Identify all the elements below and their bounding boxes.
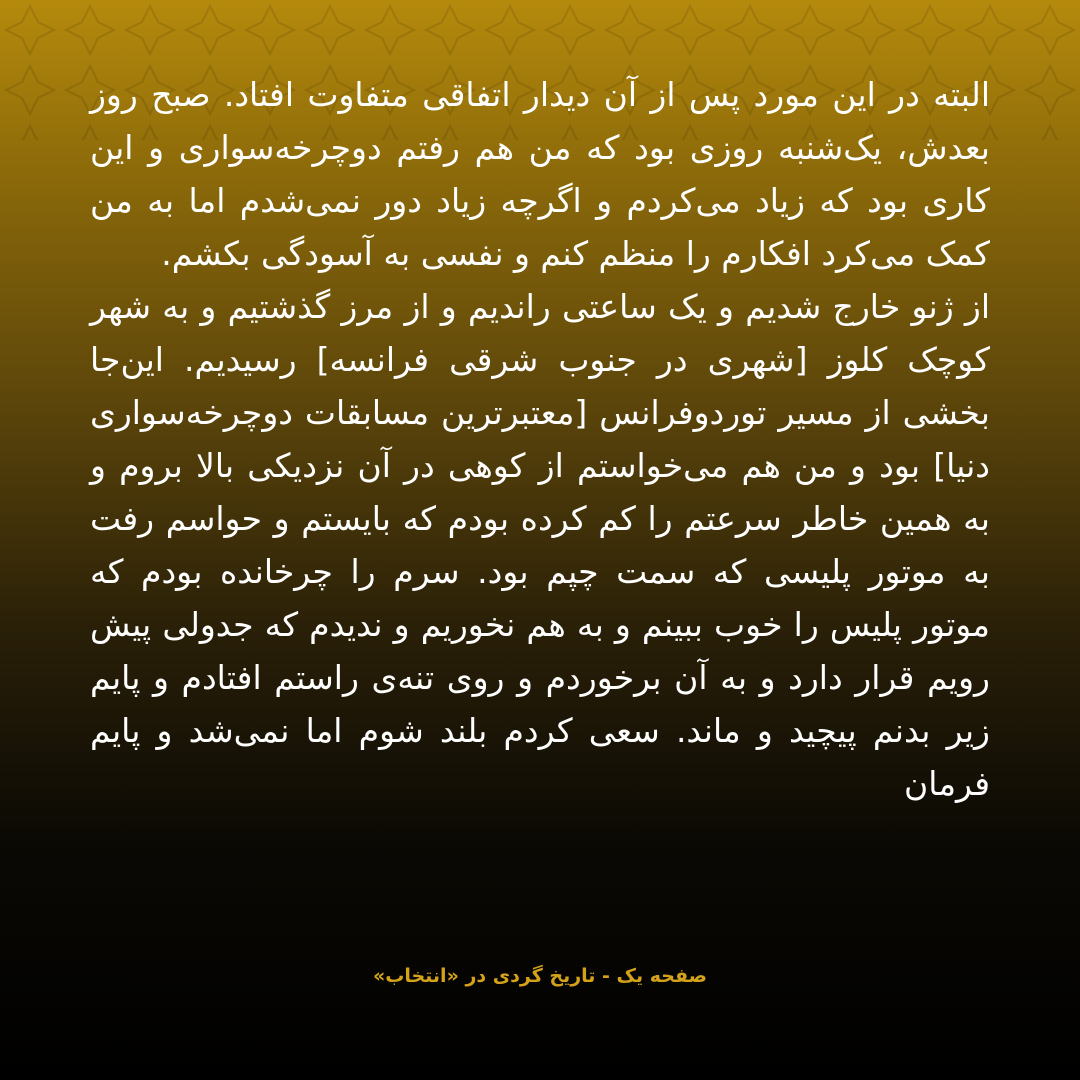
paragraph-1: البته در این مورد پس از آن دیدار اتفاقی متفاوت افتاد. صبح روز بعدش، یک‌شنبه روزی بود که من هم رفتم دوچرخه‌سواری و این کاری بود که زیاد می‌کردم و اگرچه زیاد دور نمی‌شدم اما به من کمک می‌کرد افکارم را منظم کنم و نفسی به آسودگی بکشم. [90, 75, 990, 273]
text-card [90, 68, 990, 810]
paragraph-2: از ژنو خارج شدیم و یک ساعتی راندیم و از مرز گذشتیم و به شهر کوچک کلوز [شهری در جنوب شرقی فرانسه] رسیدیم. این‌جا بخشی از مسیر توردوفرانس [معتبرترین مسابقات دوچرخه‌سواری دنیا] بود و من هم می‌خواستم از کوهی در آن نزدیکی بالا بروم و به همین خاطر سرعتم را کم کرده بودم که بایستم و حواسم رفت به موتور پلیسی که سمت چپم بود. سرم را چرخانده بودم که موتور پلیس را خوب ببینم و به هم نخوریم و ندیدم که جدولی پیش رویم قرار دارد و به آن برخوردم و روی تنه‌ی راستم افتادم و پایم زیر بدنم پیچید و ماند. سعی کردم بلند شوم اما نمی‌شد و پایم فرمان [90, 287, 990, 803]
page-footer-caption: صفحه یک - تاریخ گردی در «انتخاب» [372, 965, 708, 987]
